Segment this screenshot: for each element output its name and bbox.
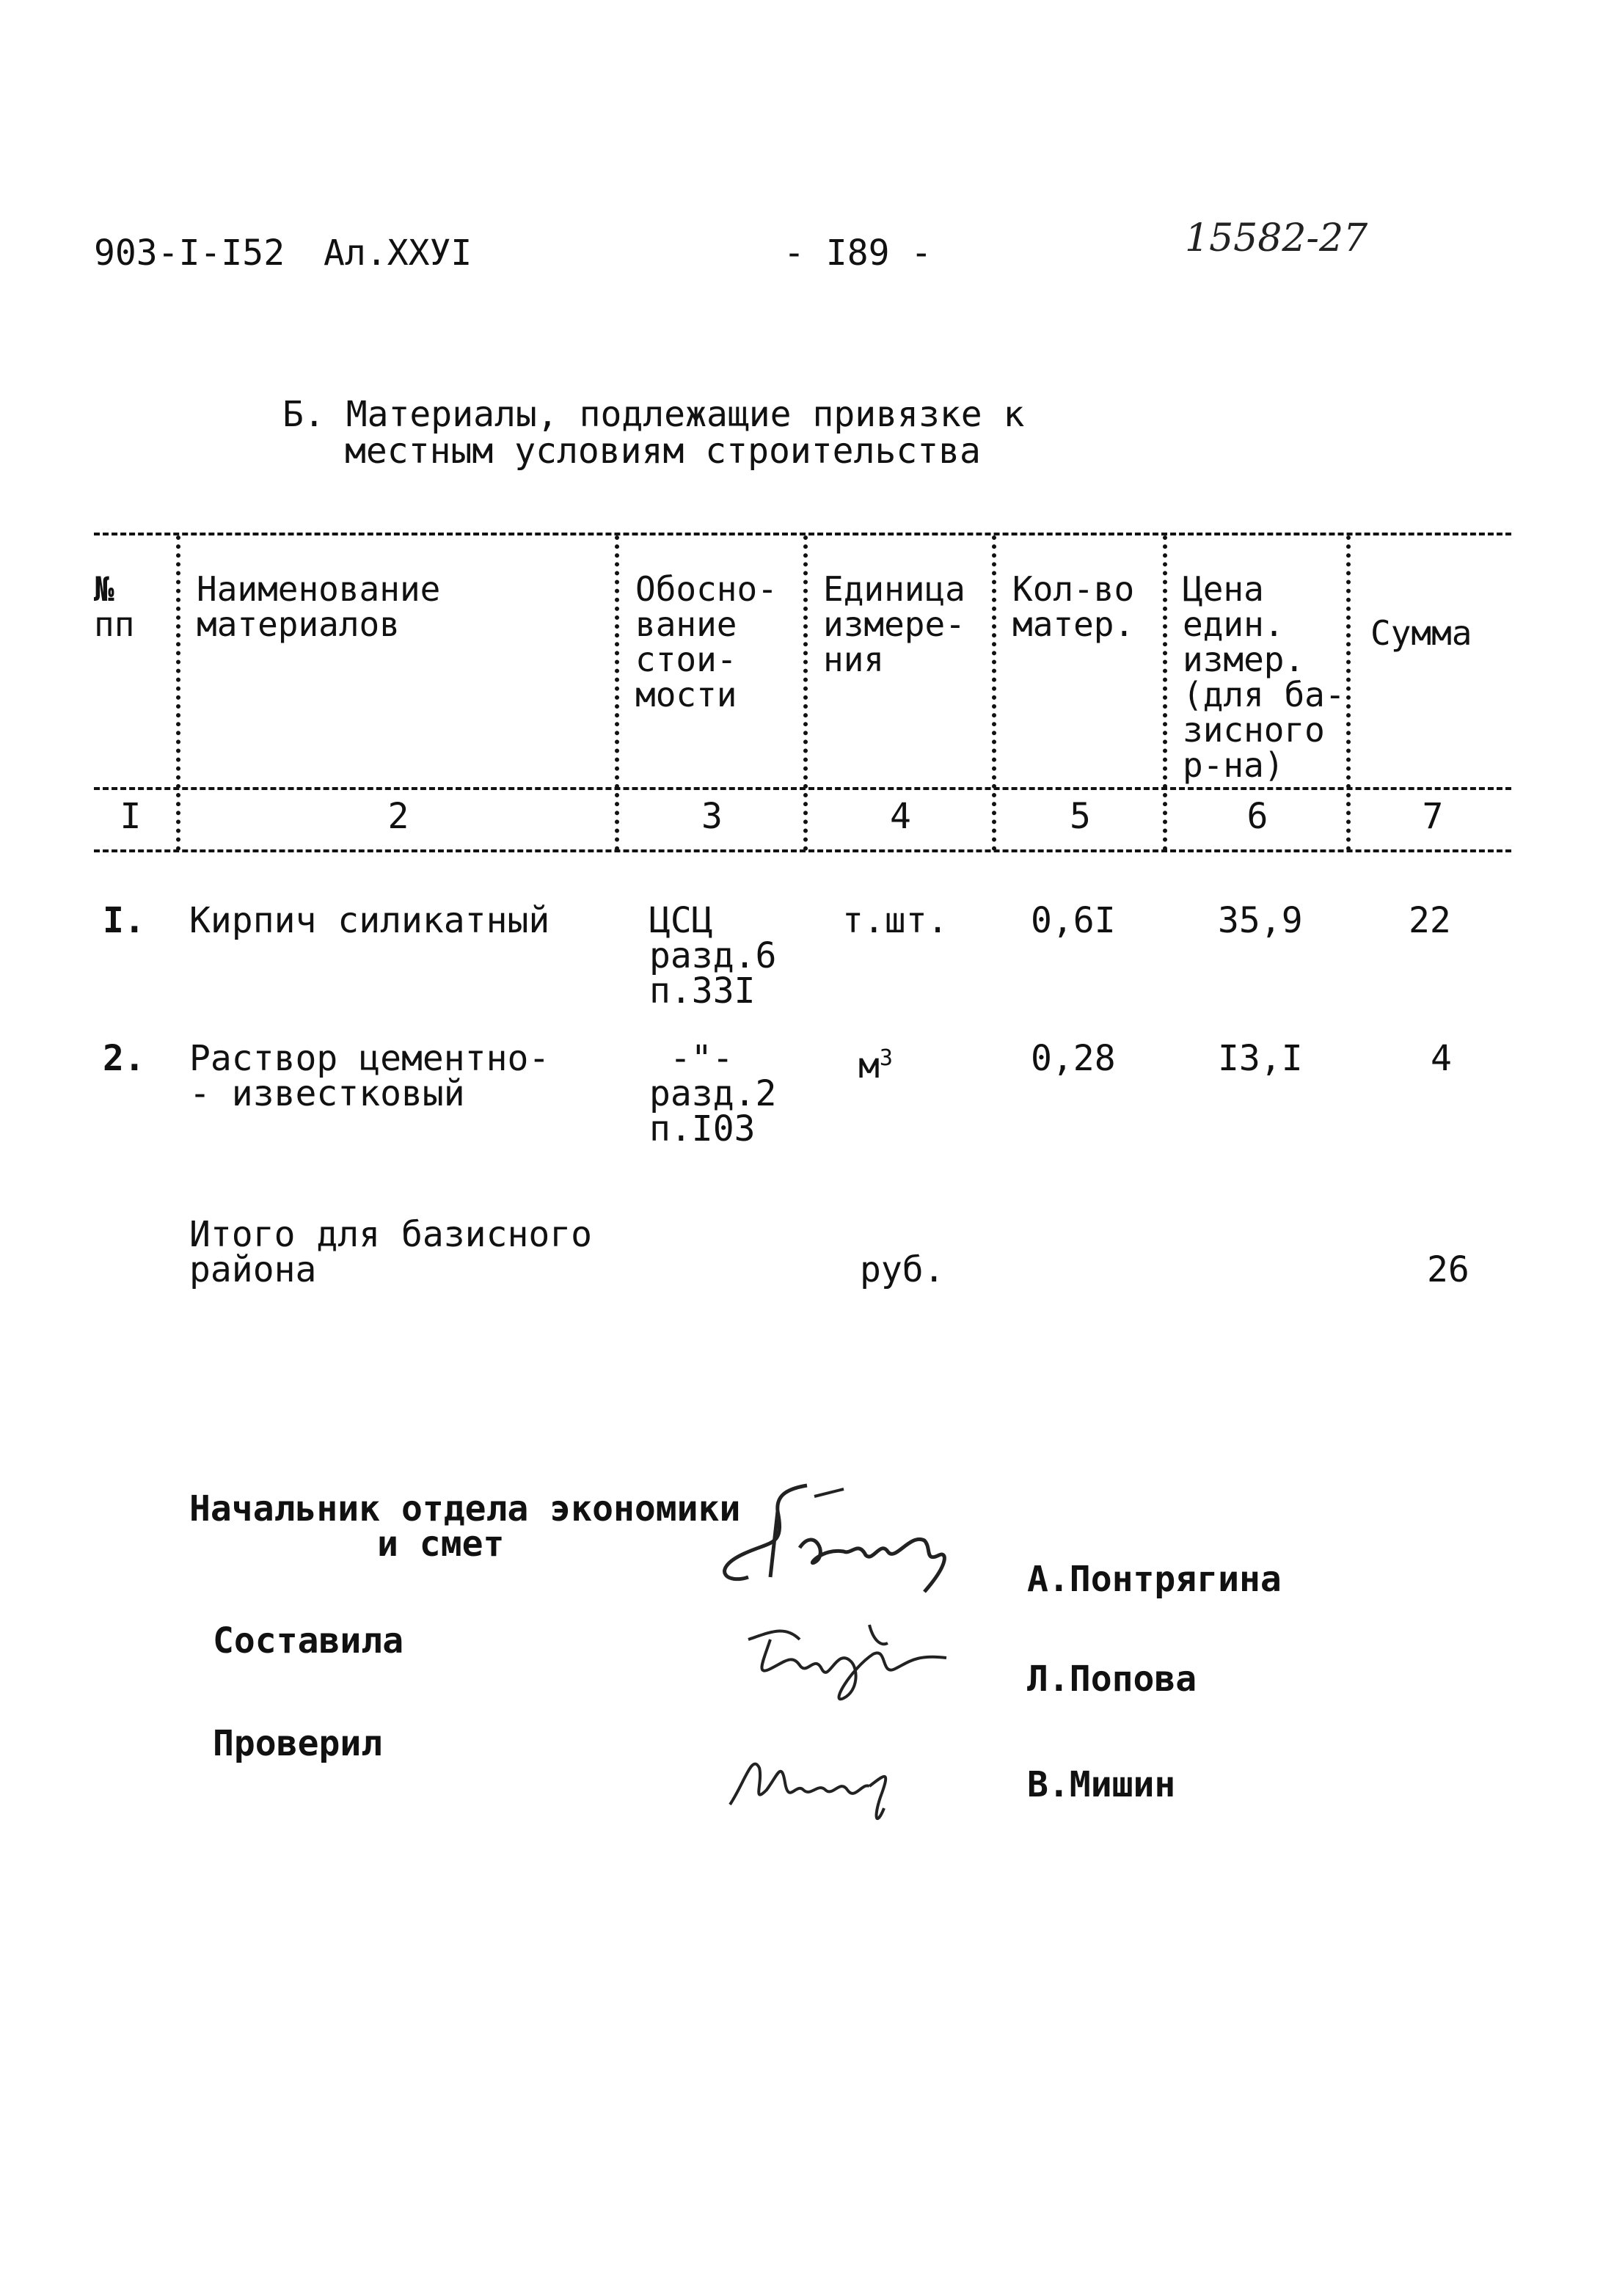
column-number: 5 xyxy=(1070,796,1091,837)
section-title xyxy=(282,394,1025,472)
name-line: Раствор цементно- xyxy=(189,1038,550,1079)
signature-role-composed: Составила xyxy=(213,1620,404,1661)
total-line: Итого для базисного xyxy=(189,1214,593,1255)
header-line: един. xyxy=(1183,604,1285,644)
column-number: 4 xyxy=(890,796,911,837)
header-line: Цена xyxy=(1183,569,1264,609)
page-number: - I89 - xyxy=(784,233,932,274)
table-top-rule xyxy=(94,533,1511,535)
section-title-line2: местным условиям строительства xyxy=(345,431,981,472)
header-line: вание xyxy=(635,604,737,644)
total-unit: руб. xyxy=(860,1249,945,1290)
unit xyxy=(858,1040,893,1084)
cost-basis xyxy=(649,1038,777,1149)
document-code xyxy=(94,233,472,274)
basis-line: ЦСЦ xyxy=(649,900,713,941)
signature-role-checked: Проверил xyxy=(213,1723,383,1764)
material-name xyxy=(189,1038,550,1114)
column-number: I xyxy=(120,796,142,837)
basis-line: -"- xyxy=(670,1038,734,1079)
header-cell-price xyxy=(1183,569,1345,785)
unit-base: м xyxy=(858,1045,880,1086)
header-cell-basis xyxy=(635,569,778,714)
cost-basis xyxy=(649,900,777,1012)
signature-head-scribble xyxy=(704,1482,998,1614)
header-line: мости xyxy=(635,675,737,714)
basis-line: п.I03 xyxy=(649,1108,756,1149)
header-line: измер. xyxy=(1183,640,1305,679)
handwritten-number: 15582-27 xyxy=(1185,216,1368,260)
basis-line: п.33I xyxy=(649,970,756,1012)
column-number: 3 xyxy=(701,796,723,837)
role-line: Начальник отдела экономики xyxy=(189,1488,741,1529)
name-line: - известковый xyxy=(189,1073,465,1114)
header-line: Обосно- xyxy=(635,569,778,609)
column-divider xyxy=(803,535,808,851)
header-line: р-на) xyxy=(1183,745,1285,785)
signature-name-head: А.Понтрягина xyxy=(1027,1559,1282,1600)
column-number: 6 xyxy=(1246,796,1268,837)
signature-composed-scribble xyxy=(741,1610,961,1713)
column-divider xyxy=(1346,535,1351,851)
section-title-line1: Б. Материалы, подлежащие привязке к xyxy=(282,394,1025,435)
header-cell-quantity xyxy=(1012,569,1135,644)
header-cell-unit xyxy=(823,569,965,679)
role-line: и смет xyxy=(377,1524,505,1565)
row-number: I. xyxy=(103,900,145,941)
header-line: Наименование xyxy=(197,569,441,609)
unit-price: I3,I xyxy=(1218,1038,1303,1079)
album-label: Ал.XXУI xyxy=(324,233,472,274)
unit-price: 35,9 xyxy=(1218,900,1303,941)
header-line: Единица xyxy=(823,569,965,609)
unit: т.шт. xyxy=(842,900,949,941)
header-cell-sum: Сумма xyxy=(1370,613,1472,653)
signature-name-checked: В.Мишин xyxy=(1027,1764,1176,1805)
quantity: 0,6I xyxy=(1031,900,1116,941)
doc-code: 903-I-I52 xyxy=(94,233,285,274)
column-divider xyxy=(992,535,996,851)
header-line: зисного xyxy=(1183,710,1325,750)
basis-line: разд.2 xyxy=(649,1073,777,1114)
total-line: района xyxy=(189,1249,317,1290)
signature-name-composed: Л.Попова xyxy=(1027,1659,1197,1700)
unit-superscript: 3 xyxy=(879,1045,893,1071)
header-line: пп xyxy=(94,604,135,644)
header-line: ния xyxy=(823,640,885,679)
column-divider xyxy=(176,535,180,851)
header-line: матер. xyxy=(1012,604,1135,644)
signature-checked-scribble xyxy=(723,1739,913,1827)
row-sum: 4 xyxy=(1431,1038,1452,1079)
material-name: Кирпич силикатный xyxy=(189,900,550,941)
header-cell-name xyxy=(197,569,441,644)
column-number: 2 xyxy=(387,796,409,837)
table-header-rule xyxy=(94,787,1511,790)
basis-line: разд.6 xyxy=(649,935,777,976)
quantity: 0,28 xyxy=(1031,1038,1116,1079)
column-divider xyxy=(1163,535,1167,851)
row-sum: 22 xyxy=(1409,900,1451,941)
header-line: № xyxy=(94,569,114,609)
header-line: стои- xyxy=(635,640,737,679)
column-divider xyxy=(615,535,619,851)
total-sum: 26 xyxy=(1427,1249,1469,1290)
header-line: Кол-во xyxy=(1012,569,1135,609)
row-number: 2. xyxy=(103,1038,145,1079)
signature-role-head xyxy=(189,1488,741,1565)
total-label xyxy=(189,1214,593,1290)
header-line: материалов xyxy=(197,604,400,644)
column-number: 7 xyxy=(1422,796,1444,837)
header-cell-number xyxy=(94,569,135,644)
header-line: измере- xyxy=(823,604,965,644)
table-numbers-rule xyxy=(94,849,1511,852)
header-line: (для ба- xyxy=(1183,675,1345,714)
